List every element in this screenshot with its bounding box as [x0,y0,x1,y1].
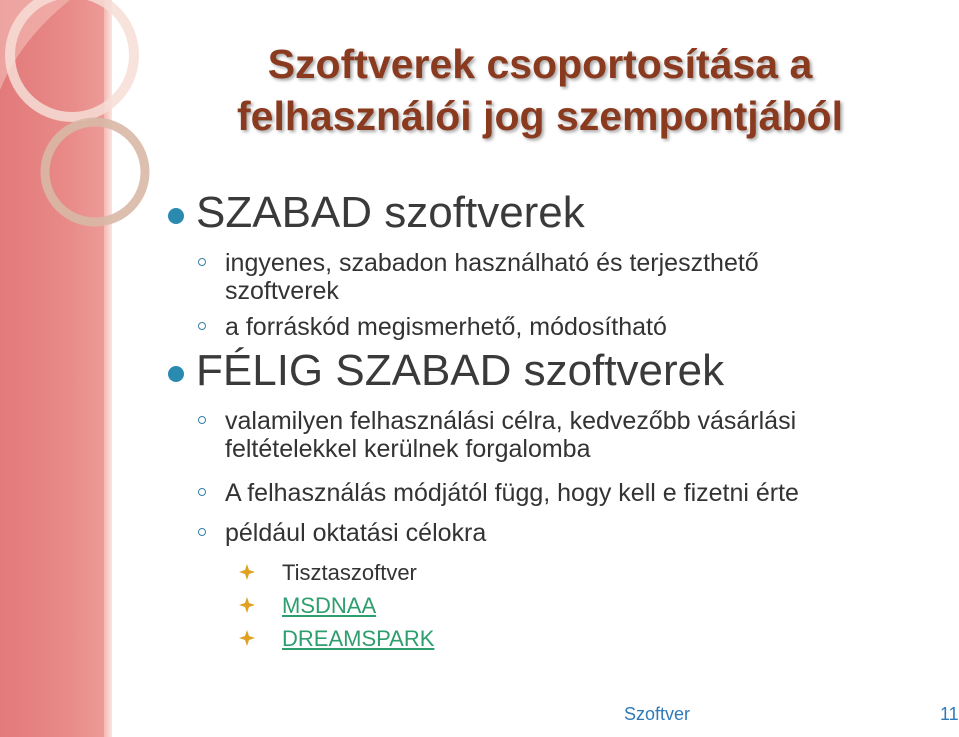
dreamspark-link[interactable]: DREAMSPARK [282,626,435,651]
bullet-level3: Tisztaszoftver [282,560,417,585]
bullet-level2: például oktatási célokra [225,519,487,547]
star-bullet-icon [238,596,256,614]
page-number: 11 [940,704,959,724]
bullet-circle-icon [198,322,206,330]
bullet-level2: valamilyen felhasználási célra, kedvezőbb vásárlási feltételekkel kerülnek forgalomba [225,407,797,463]
bullet-dot-icon [168,208,184,224]
footer-label: Szoftver [624,704,691,724]
bullet-dot-icon [168,366,184,382]
bullet-circle-icon [198,488,206,496]
bullet-level2: ingyenes, szabadon használható és terjeszthető szoftverek [225,249,759,305]
bullet-level2: A felhasználás módjától függ, hogy kell e fizetni érte [225,479,799,507]
star-bullet-icon [238,629,256,647]
decorative-rings [0,0,160,260]
slide-title: Szoftverek csoportosítása a felhasználói jog szempontjából [237,41,843,139]
msdnaa-link[interactable]: MSDNAA [282,593,377,618]
bullet-circle-icon [198,416,206,424]
star-bullet-icon [238,563,256,581]
bullet-level2: a forráskód megismerhető, módosítható [225,313,667,341]
bullet-circle-icon [198,258,206,266]
bullet-circle-icon [198,528,206,536]
bullet-level1: FÉLIG SZABAD szoftverek [196,346,725,395]
bullet-level1: SZABAD szoftverek [196,188,585,237]
